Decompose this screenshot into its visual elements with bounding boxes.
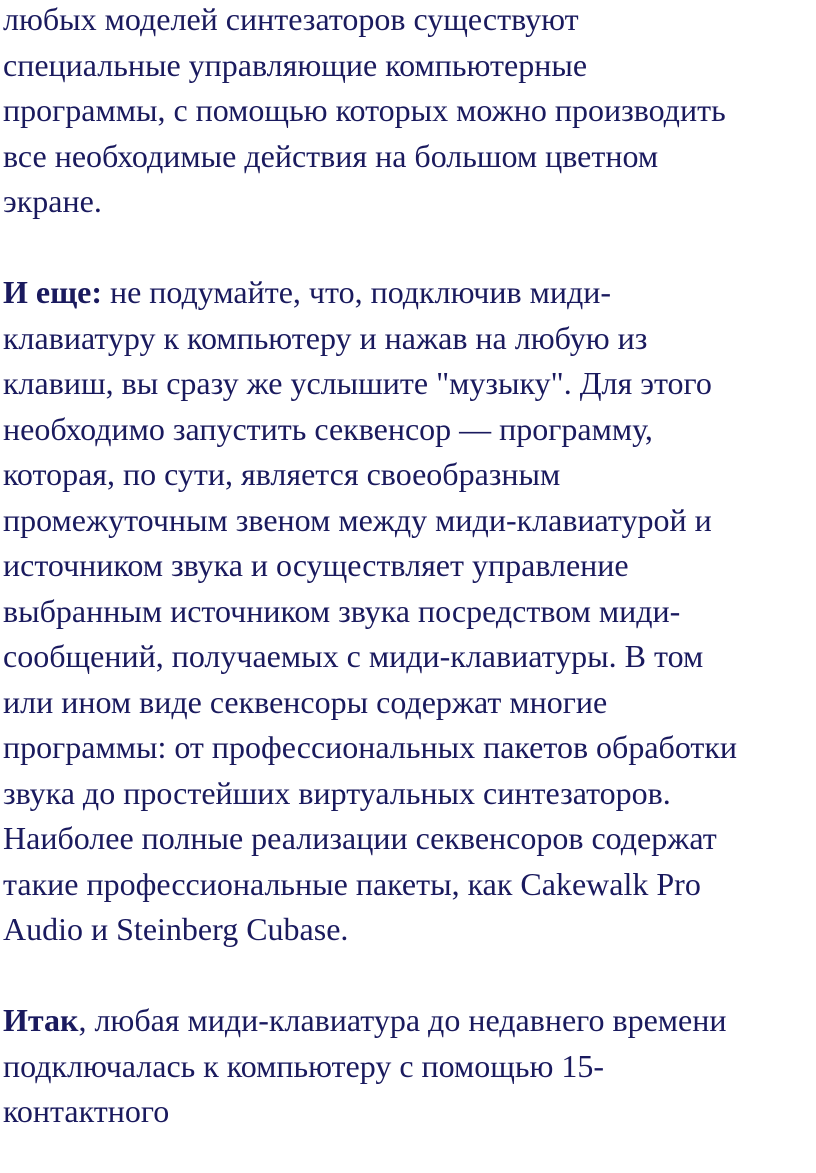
text-run: не подумайте, что, подключив миди- [101, 274, 612, 310]
text-line: или ином виде секвенсоры содержат многие [3, 683, 608, 720]
text-line: необходимо запустить секвенсор — программу, [3, 410, 653, 447]
paragraph-spacer [3, 225, 810, 271]
paragraph-midi-connection [3, 998, 810, 1135]
text-line: клавиш, вы сразу же услышите "музыку". Для этого [3, 365, 712, 401]
text-line: клавиатуру к компьютеру и нажав на любую из [3, 319, 648, 356]
paragraph-spacer [3, 953, 810, 999]
text-run: , любая миди-клавиатура до недавнего времени [78, 1002, 727, 1038]
text-line [3, 270, 810, 316]
text-line: выбранным источником звука посредством миди- [3, 592, 681, 629]
text-line: все необходимые действия на большом цветном [3, 137, 659, 174]
text-line: сообщений, получаемых с миди-клавиатуры. В том [3, 638, 704, 674]
text-line: контактного [3, 1093, 170, 1129]
text-line: звука до простейших виртуальных синтезаторов. [3, 774, 671, 811]
text-line: специальные управляющие компьютерные [3, 46, 588, 83]
text-line: Audio и Steinberg Cubase. [3, 911, 349, 947]
text-line: источником звука и осуществляет управление [3, 547, 629, 583]
paragraph-synthesizer-programs [3, 0, 810, 225]
paragraph-lead-bold: И еще: [3, 274, 102, 310]
text-line: подключалась к компьютеру с помощью 15- [3, 1047, 605, 1084]
text-line: промежуточным звеном между миди-клавиатурой и [3, 501, 712, 538]
text-line: которая, по сути, является своеобразным [3, 456, 561, 492]
paragraph-lead-bold: Итак [3, 1002, 79, 1038]
text-line: такие профессиональные пакеты, как Cakewalk Pro [3, 865, 701, 902]
text-line: экране. [3, 183, 102, 219]
text-line: Наиболее полные реализации секвенсоров содержат [3, 820, 717, 856]
text-line [3, 998, 810, 1044]
text-line: программы: от профессиональных пакетов обработки [3, 729, 738, 765]
text-line: любых моделей синтезаторов существуют [3, 1, 579, 37]
paragraph-sequencer [3, 270, 810, 953]
text-line: программы, с помощью которых можно производить [3, 92, 726, 128]
